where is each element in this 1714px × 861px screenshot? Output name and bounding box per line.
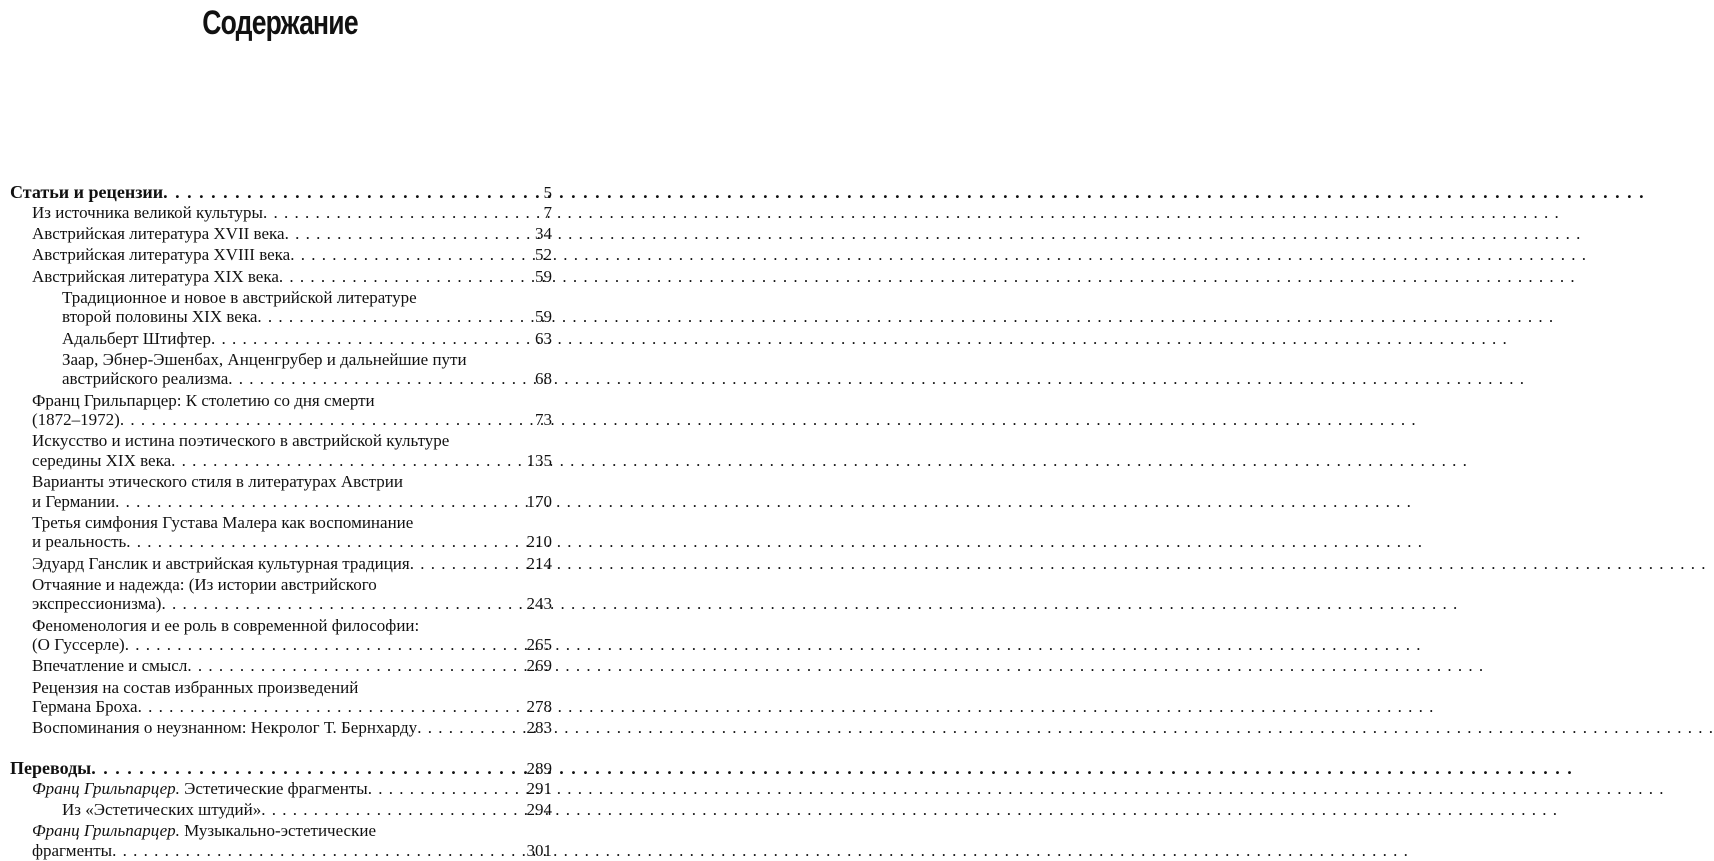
page-number: 59 bbox=[535, 266, 552, 286]
toc-entry[interactable] bbox=[10, 821, 552, 860]
dot-leader bbox=[161, 594, 524, 614]
entry-title: Впечатление и смысл bbox=[32, 656, 188, 676]
page-number: 269 bbox=[526, 656, 552, 676]
section-heading[interactable] bbox=[10, 182, 552, 203]
entry-row bbox=[10, 451, 552, 471]
entry-text bbox=[32, 224, 285, 244]
entry-row bbox=[10, 329, 552, 349]
toc-section bbox=[10, 182, 552, 738]
toc-entry[interactable] bbox=[10, 288, 552, 327]
dot-leader bbox=[187, 656, 524, 676]
entry-title: (О Гуссерле) bbox=[32, 635, 125, 655]
entry-text-line bbox=[10, 472, 552, 492]
entry-title: Заар, Эбнер-Эшенбах, Анценгрубер и дальнейшие пути bbox=[62, 349, 467, 369]
entry-row bbox=[10, 203, 552, 223]
entry-text-line bbox=[10, 288, 552, 308]
entry-title: Эдуард Ганслик и австрийская культурная традиция bbox=[32, 553, 410, 573]
section-heading-text: Переводы bbox=[10, 757, 92, 778]
toc-entry[interactable] bbox=[10, 616, 552, 655]
entry-title: Третья симфония Густава Малера как воспоминание bbox=[32, 512, 414, 532]
entry-text bbox=[32, 532, 126, 552]
entry-text-line bbox=[10, 350, 552, 370]
section-heading-text: Статьи и рецензии bbox=[10, 182, 164, 202]
entry-row bbox=[10, 656, 552, 676]
entry-text-line bbox=[10, 821, 552, 841]
dot-leader bbox=[410, 554, 525, 574]
dot-leader bbox=[115, 492, 524, 512]
page-number: 34 bbox=[535, 224, 552, 244]
dot-leader bbox=[163, 182, 541, 203]
dot-leader bbox=[368, 779, 525, 799]
toc-entry[interactable] bbox=[10, 224, 552, 244]
entry-title: Традиционное и новое в австрийской литературе bbox=[62, 287, 417, 307]
entry-text-line bbox=[10, 575, 552, 595]
entry-row bbox=[10, 245, 552, 265]
entry-title: Австрийская литература XVII века bbox=[32, 224, 285, 244]
page-number: 289 bbox=[526, 758, 552, 778]
toc-entry[interactable] bbox=[10, 718, 552, 738]
entry-row bbox=[10, 307, 552, 327]
entry-row bbox=[10, 267, 552, 287]
page-number: 210 bbox=[526, 532, 552, 552]
page-title: Содержание bbox=[202, 4, 358, 42]
entry-row bbox=[10, 594, 552, 614]
entry-text bbox=[32, 635, 125, 655]
entry-title: Эстетические фрагменты bbox=[179, 778, 368, 798]
entry-title: Музыкально-эстетические bbox=[179, 821, 377, 841]
entry-row bbox=[10, 224, 552, 244]
entry-title: Искусство и истина поэтического в австрийской культуре bbox=[32, 431, 450, 451]
entry-title: Франц Грильпарцер: К столетию со дня смерти bbox=[32, 390, 375, 410]
page-number: 52 bbox=[535, 245, 552, 265]
entry-text bbox=[32, 718, 417, 738]
page-number: 291 bbox=[526, 778, 552, 798]
entry-text-line bbox=[10, 391, 552, 411]
entry-text bbox=[62, 369, 228, 389]
table-of-contents bbox=[10, 182, 552, 861]
entry-row bbox=[10, 697, 552, 717]
entry-title: Воспоминания о неузнанном: Некролог Т. Бернхарду bbox=[32, 718, 418, 738]
entry-text bbox=[32, 245, 290, 265]
entry-text bbox=[32, 267, 279, 287]
toc-entry[interactable] bbox=[10, 513, 552, 552]
dot-leader bbox=[171, 451, 524, 471]
toc-entry[interactable] bbox=[10, 472, 552, 511]
toc-entry[interactable] bbox=[10, 779, 552, 799]
entry-text-line bbox=[10, 678, 552, 698]
entry-row bbox=[10, 800, 552, 820]
entry-text bbox=[32, 410, 120, 430]
dot-leader bbox=[112, 841, 524, 861]
entry-author: Франц Грильпарцер. bbox=[32, 778, 180, 798]
toc-entry[interactable] bbox=[10, 575, 552, 614]
toc-entry[interactable] bbox=[10, 431, 552, 470]
dot-leader bbox=[91, 758, 524, 779]
entry-title: Феноменология и ее роль в современной философии: bbox=[32, 615, 420, 635]
entry-text bbox=[32, 841, 112, 861]
entry-title: и Германии bbox=[32, 491, 116, 511]
entry-title: Из «Эстетических штудий» bbox=[62, 800, 262, 820]
entry-row bbox=[10, 635, 552, 655]
entry-text bbox=[32, 203, 263, 223]
entry-row bbox=[10, 369, 552, 389]
page-number: 294 bbox=[526, 800, 552, 820]
entry-title: Германа Броха bbox=[32, 697, 138, 717]
entry-text bbox=[32, 697, 138, 717]
dot-leader bbox=[417, 718, 524, 738]
toc-entry[interactable] bbox=[10, 245, 552, 265]
toc-entry[interactable] bbox=[10, 554, 552, 574]
dot-leader bbox=[125, 635, 525, 655]
entry-author: Франц Грильпарцер. bbox=[32, 821, 180, 841]
toc-entry[interactable] bbox=[10, 678, 552, 717]
page-number: 283 bbox=[526, 718, 552, 738]
entry-text bbox=[62, 329, 211, 349]
dot-leader bbox=[257, 307, 533, 327]
entry-title: фрагменты bbox=[32, 840, 113, 860]
entry-title: и реальность bbox=[32, 532, 127, 552]
entry-row bbox=[10, 718, 552, 738]
toc-entry[interactable] bbox=[10, 203, 552, 223]
entry-title: Отчаяние и надежда: (Из истории австрийского bbox=[32, 574, 377, 594]
toc-page bbox=[0, 0, 560, 860]
entry-text-line bbox=[10, 513, 552, 533]
entry-text bbox=[32, 451, 171, 471]
entry-row bbox=[10, 554, 552, 574]
entry-title: Рецензия на состав избранных произведений bbox=[32, 677, 359, 697]
page-number: 243 bbox=[526, 594, 552, 614]
entry-text bbox=[32, 554, 410, 574]
page-number: 301 bbox=[526, 840, 552, 860]
toc-section bbox=[10, 758, 552, 861]
dot-leader bbox=[263, 203, 542, 223]
entry-row bbox=[10, 532, 552, 552]
entry-title: экспрессионизма) bbox=[32, 594, 162, 614]
entry-title: австрийского реализма bbox=[62, 369, 229, 389]
entry-text bbox=[32, 594, 161, 614]
entry-text bbox=[32, 492, 115, 512]
page-number: 7 bbox=[543, 203, 552, 222]
entry-row bbox=[10, 779, 552, 799]
entry-title: Из источника великой культуры bbox=[32, 203, 263, 222]
entry-title: середины XIX века bbox=[32, 450, 172, 470]
page-number: 73 bbox=[535, 410, 552, 430]
page-number: 214 bbox=[526, 553, 552, 573]
entry-title: Австрийская литература XIX века bbox=[32, 266, 279, 286]
dot-leader bbox=[126, 532, 524, 552]
entry-title: (1872–1972) bbox=[32, 410, 120, 430]
entry-title: Адальберт Штифтер bbox=[62, 328, 211, 348]
entry-title: Варианты этического стиля в литературах Австрии bbox=[32, 472, 403, 492]
entry-row bbox=[10, 841, 552, 861]
toc-entry[interactable] bbox=[10, 267, 552, 287]
toc-entry[interactable] bbox=[10, 350, 552, 389]
entry-text bbox=[32, 656, 187, 676]
dot-leader bbox=[261, 800, 524, 820]
entry-text-line bbox=[10, 616, 552, 636]
entry-text bbox=[62, 800, 261, 820]
dot-leader bbox=[120, 410, 533, 430]
toc-entry[interactable] bbox=[10, 329, 552, 349]
page-number: 68 bbox=[535, 369, 552, 389]
dot-leader bbox=[285, 224, 533, 244]
section-heading[interactable] bbox=[10, 758, 552, 779]
page-number: 265 bbox=[526, 635, 552, 655]
dot-leader bbox=[211, 329, 533, 349]
entry-row bbox=[10, 410, 552, 430]
dot-leader bbox=[138, 697, 525, 717]
toc-entry[interactable] bbox=[10, 800, 552, 820]
page-number: 278 bbox=[526, 697, 552, 717]
entry-text bbox=[62, 307, 257, 327]
dot-leader bbox=[279, 267, 533, 287]
entry-title: Австрийская литература XVIII века bbox=[32, 245, 291, 265]
toc-entry[interactable] bbox=[10, 391, 552, 430]
entry-text-line bbox=[10, 431, 552, 451]
dot-leader bbox=[290, 245, 533, 265]
page-number: 63 bbox=[535, 328, 552, 348]
page-number: 59 bbox=[535, 307, 552, 327]
toc-entry[interactable] bbox=[10, 656, 552, 676]
dot-leader bbox=[228, 369, 533, 389]
entry-row bbox=[10, 492, 552, 512]
page-number: 170 bbox=[526, 491, 552, 511]
entry-text bbox=[32, 779, 368, 799]
page-number: 5 bbox=[543, 183, 552, 202]
entry-title: второй половины XIX века bbox=[62, 307, 258, 327]
page-number: 135 bbox=[526, 450, 552, 470]
